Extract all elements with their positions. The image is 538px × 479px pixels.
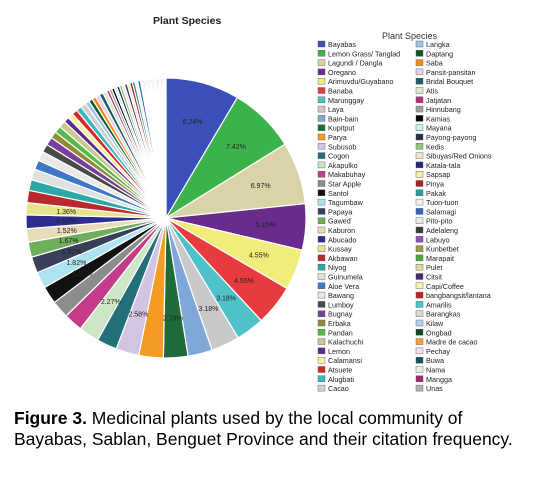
legend-swatch — [318, 218, 325, 224]
legend-label: Hinnubang — [426, 105, 461, 115]
legend-swatch — [318, 320, 325, 326]
legend-label: Bayabas — [328, 40, 356, 49]
legend-swatch — [416, 311, 423, 317]
legend-swatch — [416, 106, 423, 112]
legend-swatch — [416, 181, 423, 187]
legend-label: Marapait — [426, 253, 454, 263]
pie-data-label: 4.55% — [234, 277, 255, 285]
pie-data-label: 7.42% — [226, 144, 246, 152]
legend-swatch — [416, 208, 423, 214]
legend-label: Kalachuchi — [328, 337, 364, 347]
legend-swatch — [416, 134, 423, 140]
legend-swatch — [318, 78, 325, 84]
legend-label: Payong-payong — [426, 133, 477, 142]
legend-label: Marunggay — [328, 95, 364, 105]
legend-swatch — [318, 199, 325, 205]
figure-caption — [14, 408, 524, 450]
legend-swatch — [416, 227, 423, 233]
legend-label: Ongbad — [426, 328, 452, 338]
legend-swatch — [416, 339, 423, 345]
legend-label: Lumboy — [328, 300, 354, 310]
legend-swatch — [416, 218, 423, 224]
legend-label: Amarilis — [426, 300, 452, 310]
pie-data-label: 8.24% — [182, 119, 203, 127]
legend-label: Kupitput — [328, 123, 355, 133]
legend-swatch — [318, 190, 325, 196]
legend-label: bangbangsit/lantana — [426, 291, 491, 301]
legend-swatch — [416, 264, 423, 270]
legend-label: Lemon — [328, 346, 350, 356]
legend-label: Cogon — [328, 151, 350, 161]
legend-label: Abucado — [328, 235, 357, 245]
pie-data-label: 2.58% — [128, 311, 149, 319]
legend-label: Kedis — [426, 142, 444, 152]
legend-label: Makabuhay — [328, 170, 366, 180]
legend-swatch — [318, 143, 325, 149]
legend-swatch — [318, 41, 325, 47]
legend-swatch — [416, 69, 423, 75]
legend-label: Barangkas — [426, 309, 461, 319]
legend-swatch — [318, 181, 325, 187]
legend-label: Bugnay — [328, 309, 353, 319]
legend-swatch — [416, 246, 423, 252]
legend-label: Akapulko — [328, 160, 358, 170]
legend-label: Buwa — [426, 356, 444, 366]
legend-swatch — [416, 320, 423, 326]
pie-data-label: 1.36% — [56, 208, 77, 216]
legend-label: Bawang — [328, 291, 354, 301]
legend-swatch — [416, 236, 423, 242]
legend-swatch — [318, 301, 325, 307]
legend-label: Sibuyas/Red Onions — [426, 151, 492, 161]
legend-label: Langka — [426, 40, 450, 49]
legend-swatch — [318, 367, 325, 373]
legend-label: Alugbati — [328, 374, 354, 384]
legend-swatch — [416, 329, 423, 335]
legend-label: Pansit-pansitan — [426, 67, 476, 77]
legend-label: Calamansi — [328, 356, 362, 366]
legend-label: Aloe Vera — [328, 281, 360, 291]
legend-swatch — [318, 171, 325, 177]
legend-label: Banaba — [328, 86, 353, 96]
legend-label: Atsuete — [328, 365, 353, 375]
legend-label: Nama — [426, 365, 446, 375]
legend-label: Kilaw — [426, 319, 444, 328]
legend-label: Saba — [426, 58, 443, 68]
legend-label: Pito-pito — [426, 216, 453, 226]
legend-swatch — [318, 255, 325, 261]
legend-swatch — [416, 153, 423, 159]
legend-label: Daptang — [426, 49, 454, 59]
legend-label: Lemon Grass/ Tanglad — [328, 49, 401, 59]
legend-label: Oregano — [328, 67, 356, 77]
legend-label: Atis — [426, 86, 438, 96]
legend-swatch — [318, 88, 325, 94]
legend-label: Papaya — [328, 207, 353, 217]
pie-data-label: 3.18% — [216, 295, 237, 303]
legend-label: Unas — [426, 384, 443, 394]
legend-swatch — [318, 153, 325, 159]
legend-label: Santol — [328, 188, 349, 198]
legend-swatch — [318, 385, 325, 391]
pie-data-label: 1.52% — [56, 218, 76, 226]
legend-label: Laya — [328, 105, 344, 115]
legend-swatch — [416, 171, 423, 177]
pie-data-label: 6.97% — [250, 183, 271, 191]
legend-label: Niyog — [328, 263, 347, 273]
legend-swatch — [416, 50, 423, 56]
legend-swatch — [318, 134, 325, 140]
pie-data-label: 1.82% — [61, 249, 82, 257]
legend-label: Madre de cacao — [426, 337, 478, 347]
legend-swatch — [416, 199, 423, 205]
legend-label: Kussay — [328, 244, 352, 254]
legend-label: Adelaleng — [426, 226, 458, 235]
legend — [318, 40, 492, 393]
legend-swatch — [318, 69, 325, 75]
legend-swatch — [416, 283, 423, 289]
legend-swatch — [416, 97, 423, 103]
legend-label: Pechay — [426, 346, 450, 356]
legend-label: Erbaka — [328, 319, 351, 328]
pie-data-label: 1.67% — [58, 238, 79, 246]
legend-label: Citsit — [426, 272, 442, 282]
legend-swatch — [318, 125, 325, 131]
legend-label: Tagumbaw — [328, 198, 363, 208]
figure-caption-text: Medicinal plants used by the local community of Bayabas, Sablan, Benguet Province and their citation frequency. — [14, 408, 513, 449]
legend-swatch — [416, 348, 423, 354]
legend-swatch — [318, 50, 325, 56]
legend-label: Akbawan — [328, 253, 358, 263]
legend-label: Subusob — [328, 142, 357, 152]
chart-title: Plant Species — [153, 15, 222, 27]
legend-swatch — [318, 246, 325, 252]
legend-swatch — [318, 376, 325, 382]
pie-data-label: 2.73% — [163, 315, 183, 323]
legend-label: Cacao — [328, 384, 349, 394]
legend-swatch — [318, 264, 325, 270]
legend-swatch — [416, 385, 423, 391]
legend-label: Pinya — [426, 179, 444, 189]
legend-title: Plant Species — [382, 31, 438, 41]
legend-label: Kaburon — [328, 226, 356, 235]
legend-swatch — [416, 190, 423, 196]
legend-label: Arimuvdu/Guyabano — [328, 77, 394, 87]
legend-label: Gawed — [328, 216, 351, 226]
legend-label: Pulet — [426, 263, 443, 273]
legend-swatch — [416, 357, 423, 363]
legend-swatch — [318, 339, 325, 345]
legend-label: Lagundi / Dangla — [328, 58, 383, 68]
pie-data-label: 3.18% — [198, 306, 219, 314]
legend-swatch — [318, 348, 325, 354]
legend-label: Mangga — [426, 374, 452, 384]
legend-swatch — [416, 78, 423, 84]
legend-swatch — [416, 274, 423, 280]
legend-swatch — [416, 41, 423, 47]
legend-label: Star Apple — [328, 179, 362, 189]
legend-swatch — [416, 88, 423, 94]
legend-swatch — [318, 115, 325, 121]
legend-swatch — [318, 311, 325, 317]
legend-label: Katala-tala — [426, 160, 461, 170]
legend-label: Bridal Bouquet — [426, 77, 474, 87]
legend-swatch — [416, 115, 423, 121]
figure-caption-label: Figure 3. — [14, 408, 87, 428]
legend-label: Pakak — [426, 188, 446, 198]
legend-label: Capi/Coffee — [426, 281, 464, 291]
pie-data-label: 1.52% — [56, 228, 77, 236]
legend-label: Bain-bain — [328, 114, 359, 124]
legend-label: Kunbetbet — [426, 244, 459, 254]
legend-swatch — [318, 283, 325, 289]
legend-label: Mayana — [426, 123, 452, 133]
legend-swatch — [416, 367, 423, 373]
legend-swatch — [318, 60, 325, 66]
legend-swatch — [416, 292, 423, 298]
legend-label: Parya — [328, 133, 347, 142]
pie-data-label: 1.82% — [66, 259, 87, 267]
legend-label: Jatjatan — [426, 95, 452, 105]
pie-data-label: 5.15% — [255, 221, 276, 229]
legend-swatch — [318, 97, 325, 103]
pie-data-label: 2.27% — [100, 298, 121, 306]
legend-label: Tuon-tuon — [426, 198, 459, 208]
legend-swatch — [416, 162, 423, 168]
legend-swatch — [416, 60, 423, 66]
legend-swatch — [318, 292, 325, 298]
legend-swatch — [416, 255, 423, 261]
legend-swatch — [318, 208, 325, 214]
legend-label: Pandan — [328, 328, 353, 338]
legend-label: Salamagi — [426, 207, 456, 217]
legend-label: Guinumela — [328, 272, 363, 282]
legend-swatch — [318, 236, 325, 242]
legend-label: Sapsap — [426, 170, 451, 180]
pie-data-label: 1.97% — [72, 270, 93, 278]
legend-label: Kamias — [426, 114, 450, 124]
legend-swatch — [416, 143, 423, 149]
legend-swatch — [416, 376, 423, 382]
legend-swatch — [416, 301, 423, 307]
legend-swatch — [318, 329, 325, 335]
legend-swatch — [318, 357, 325, 363]
legend-swatch — [318, 227, 325, 233]
legend-swatch — [318, 274, 325, 280]
legend-label: Labuyo — [426, 235, 450, 245]
pie-data-label: 4.55% — [248, 252, 269, 260]
legend-swatch — [416, 125, 423, 131]
legend-swatch — [318, 106, 325, 112]
legend-swatch — [318, 162, 325, 168]
